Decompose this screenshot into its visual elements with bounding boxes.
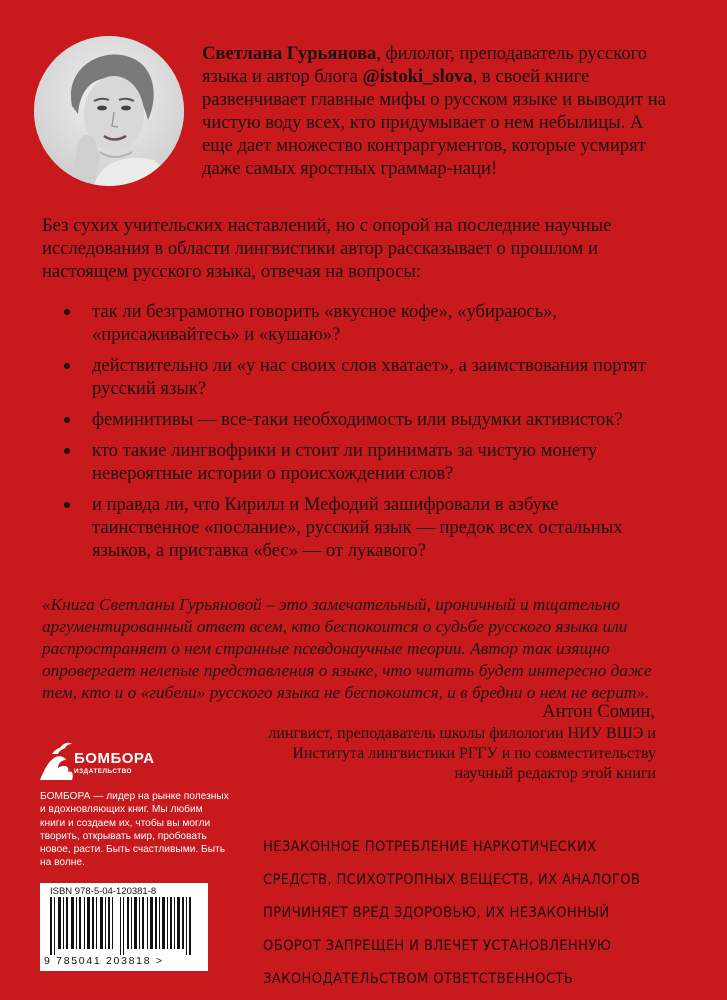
barcode-digits: 9 785041 203818 > [44, 955, 164, 967]
lead-paragraph: Без сухих учительских наставлений, но с опорой на последние научные исследования в области лингвистики автор рассказывает о прошлом и настоящем русского языка, отвечая на вопросы: [42, 215, 612, 282]
isbn-number: ISBN 978-5-04-120381-8 [50, 886, 157, 897]
author-photo [34, 36, 184, 186]
barcode-icon [48, 897, 200, 955]
question-list [60, 300, 660, 570]
publisher-name: БОМБОРА [74, 750, 155, 767]
list-item [60, 300, 660, 346]
bullet-icon [64, 417, 70, 423]
bullet-icon [64, 363, 70, 369]
list-item-text: действительно ли «у нас своих слов хватает», а заимствования портят русский язык? [92, 355, 646, 399]
publisher-subtitle: ИЗДАТЕЛЬСТВО [74, 768, 133, 775]
bullet-icon [64, 448, 70, 454]
review-author: Антон Сомин, [542, 701, 655, 722]
author-intro-text-a: , филолог, преподаватель русского языка и автор блога [202, 43, 648, 87]
bullet-icon [64, 502, 70, 508]
list-item [60, 408, 660, 431]
publisher-blurb: БОМБОРА — лидер на рынке полезных и вдохновляющих книг. Мы любим книги и создаем их, чтобы вы могли творить, открывать мир, пробовать новое, расти. Быть счастливыми. Быть на волне. [40, 791, 229, 869]
list-item [60, 354, 660, 400]
isbn-barcode [40, 883, 208, 971]
author-intro [202, 42, 672, 180]
legal-warning: НЕЗАКОННОЕ ПОТРЕБЛЕНИЕ НАРКОТИЧЕСКИХ СРЕДСТВ, ПСИХОТРОПНЫХ ВЕЩЕСТВ, ИХ АНАЛОГОВ ПРИЧИНЯЕТ ВРЕД ЗДОРОВЬЮ, ИХ НЕЗАКОННЫЙ ОБОРОТ ЗАПРЕЩЕН И ВЛЕЧЕТ УСТАНОВЛЕННУЮ ЗАКОНОДАТЕЛЬСТВОМ ОТВЕТСТВЕННОСТЬ [263, 838, 641, 987]
list-item-text: так ли безграмотно говорить «вкусное кофе», «убираюсь», «присаживайтесь» и «кушаю»? [92, 301, 558, 345]
bullet-icon [64, 309, 70, 315]
list-item-text: феминитивы — все-таки необходимость или выдумки активисток? [92, 409, 623, 430]
review-quote: «Книга Светланы Гурьяновой – это замечательный, ироничный и тщательно аргументированный ответ всем, кто беспокоится о судьбе русского языка или распространяет о нем странные псевдонаучные теории. Автор так изящно опровергает нелепые представления о языке, что читать будет интересно даже тем, кто и о «гибели» русского языка не беспокоится, и в бредни о нем не верит». [42, 595, 652, 702]
author-blog: @istoki_slova [362, 66, 473, 87]
author-portrait [34, 36, 184, 186]
list-item-text: кто такие лингвофрики и стоит ли принимать за чистую монету невероятные истории о происхождении слов? [92, 440, 598, 484]
author-name: Светлана Гурьянова [202, 43, 377, 64]
list-item [60, 493, 660, 562]
author-intro-text-b: , в своей книге развенчивает главные мифы о русском языке и выводит на чистую воду всех, кто придумывает о нем небылицы. А еще дает множество контраргументов, которые усмирят даже самых яростных граммар-наци! [202, 66, 666, 179]
review-author-role: лингвист, преподаватель школы филологии НИУ ВШЭ и Института лингвистики РГГУ и по совместительству научный редактор этой книги [268, 725, 656, 782]
list-item-text: и правда ли, что Кирилл и Мефодий зашифровали в азбуке таинственное «послание», русский язык — предок всех остальных языков, а приставка «бес» — от лукавого? [92, 494, 623, 561]
list-item [60, 439, 660, 485]
